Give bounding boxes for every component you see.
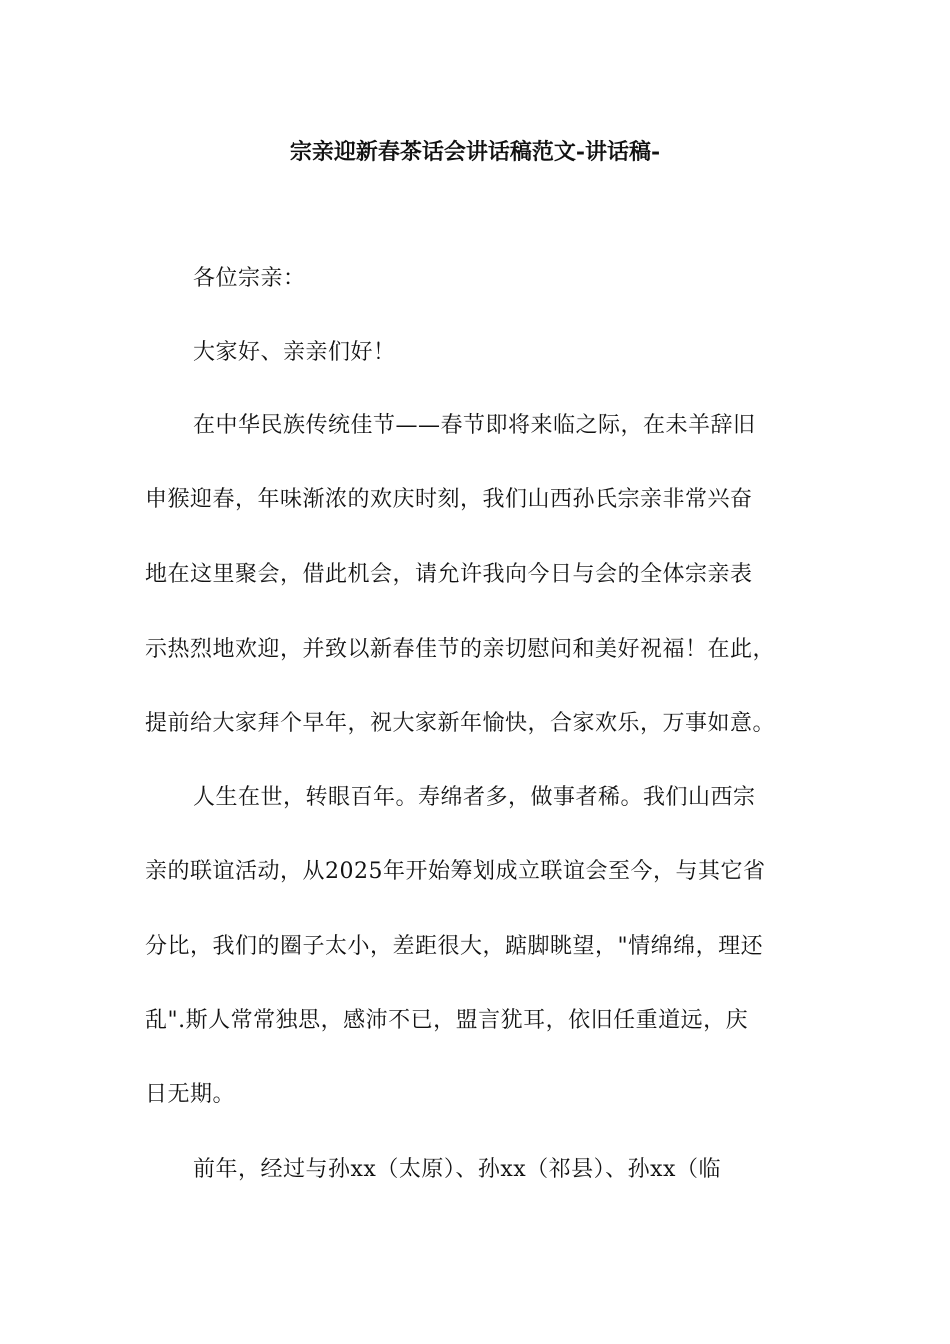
paragraph-line: 前年，经过与孙xx（太原）、孙xx（祁县）、孙xx（临 [193, 1157, 721, 1182]
greeting-line: 大家好、亲亲们好！ [193, 340, 396, 365]
paragraph-line: 人生在世，转眼百年。寿绵者多，做事者稀。我们山西宗 [193, 785, 756, 810]
paragraph-line: 示热烈地欢迎，并致以新春佳节的亲切慰问和美好祝福！在此， [145, 637, 776, 662]
paragraph-line: 乱".斯人常常独思，感沛不已，盟言犹耳，依旧任重道远，庆 [145, 1008, 749, 1033]
paragraph-line: 在中华民族传统佳节——春节即将来临之际，在未羊辞旧 [193, 413, 756, 438]
salutation-line: 各位宗亲： [193, 266, 306, 291]
paragraph-line: 亲的联谊活动，从2025年开始筹划成立联谊会至今，与其它省 [145, 859, 766, 884]
paragraph-line: 申猴迎春，年味渐浓的欢庆时刻，我们山西孙氏宗亲非常兴奋 [145, 487, 753, 512]
paragraph-line: 提前给大家拜个早年，祝大家新年愉快，合家欢乐，万事如意。 [145, 711, 776, 736]
paragraph-line: 地在这里聚会，借此机会，请允许我向今日与会的全体宗亲表 [145, 562, 753, 587]
paragraph-line: 分比，我们的圈子太小，差距很大，踮脚眺望，"情绵绵，理还 [145, 934, 764, 959]
paragraph-line: 日无期。 [145, 1082, 236, 1107]
document-title: 宗亲迎新春茶话会讲话稿范文-讲话稿- [289, 139, 661, 165]
